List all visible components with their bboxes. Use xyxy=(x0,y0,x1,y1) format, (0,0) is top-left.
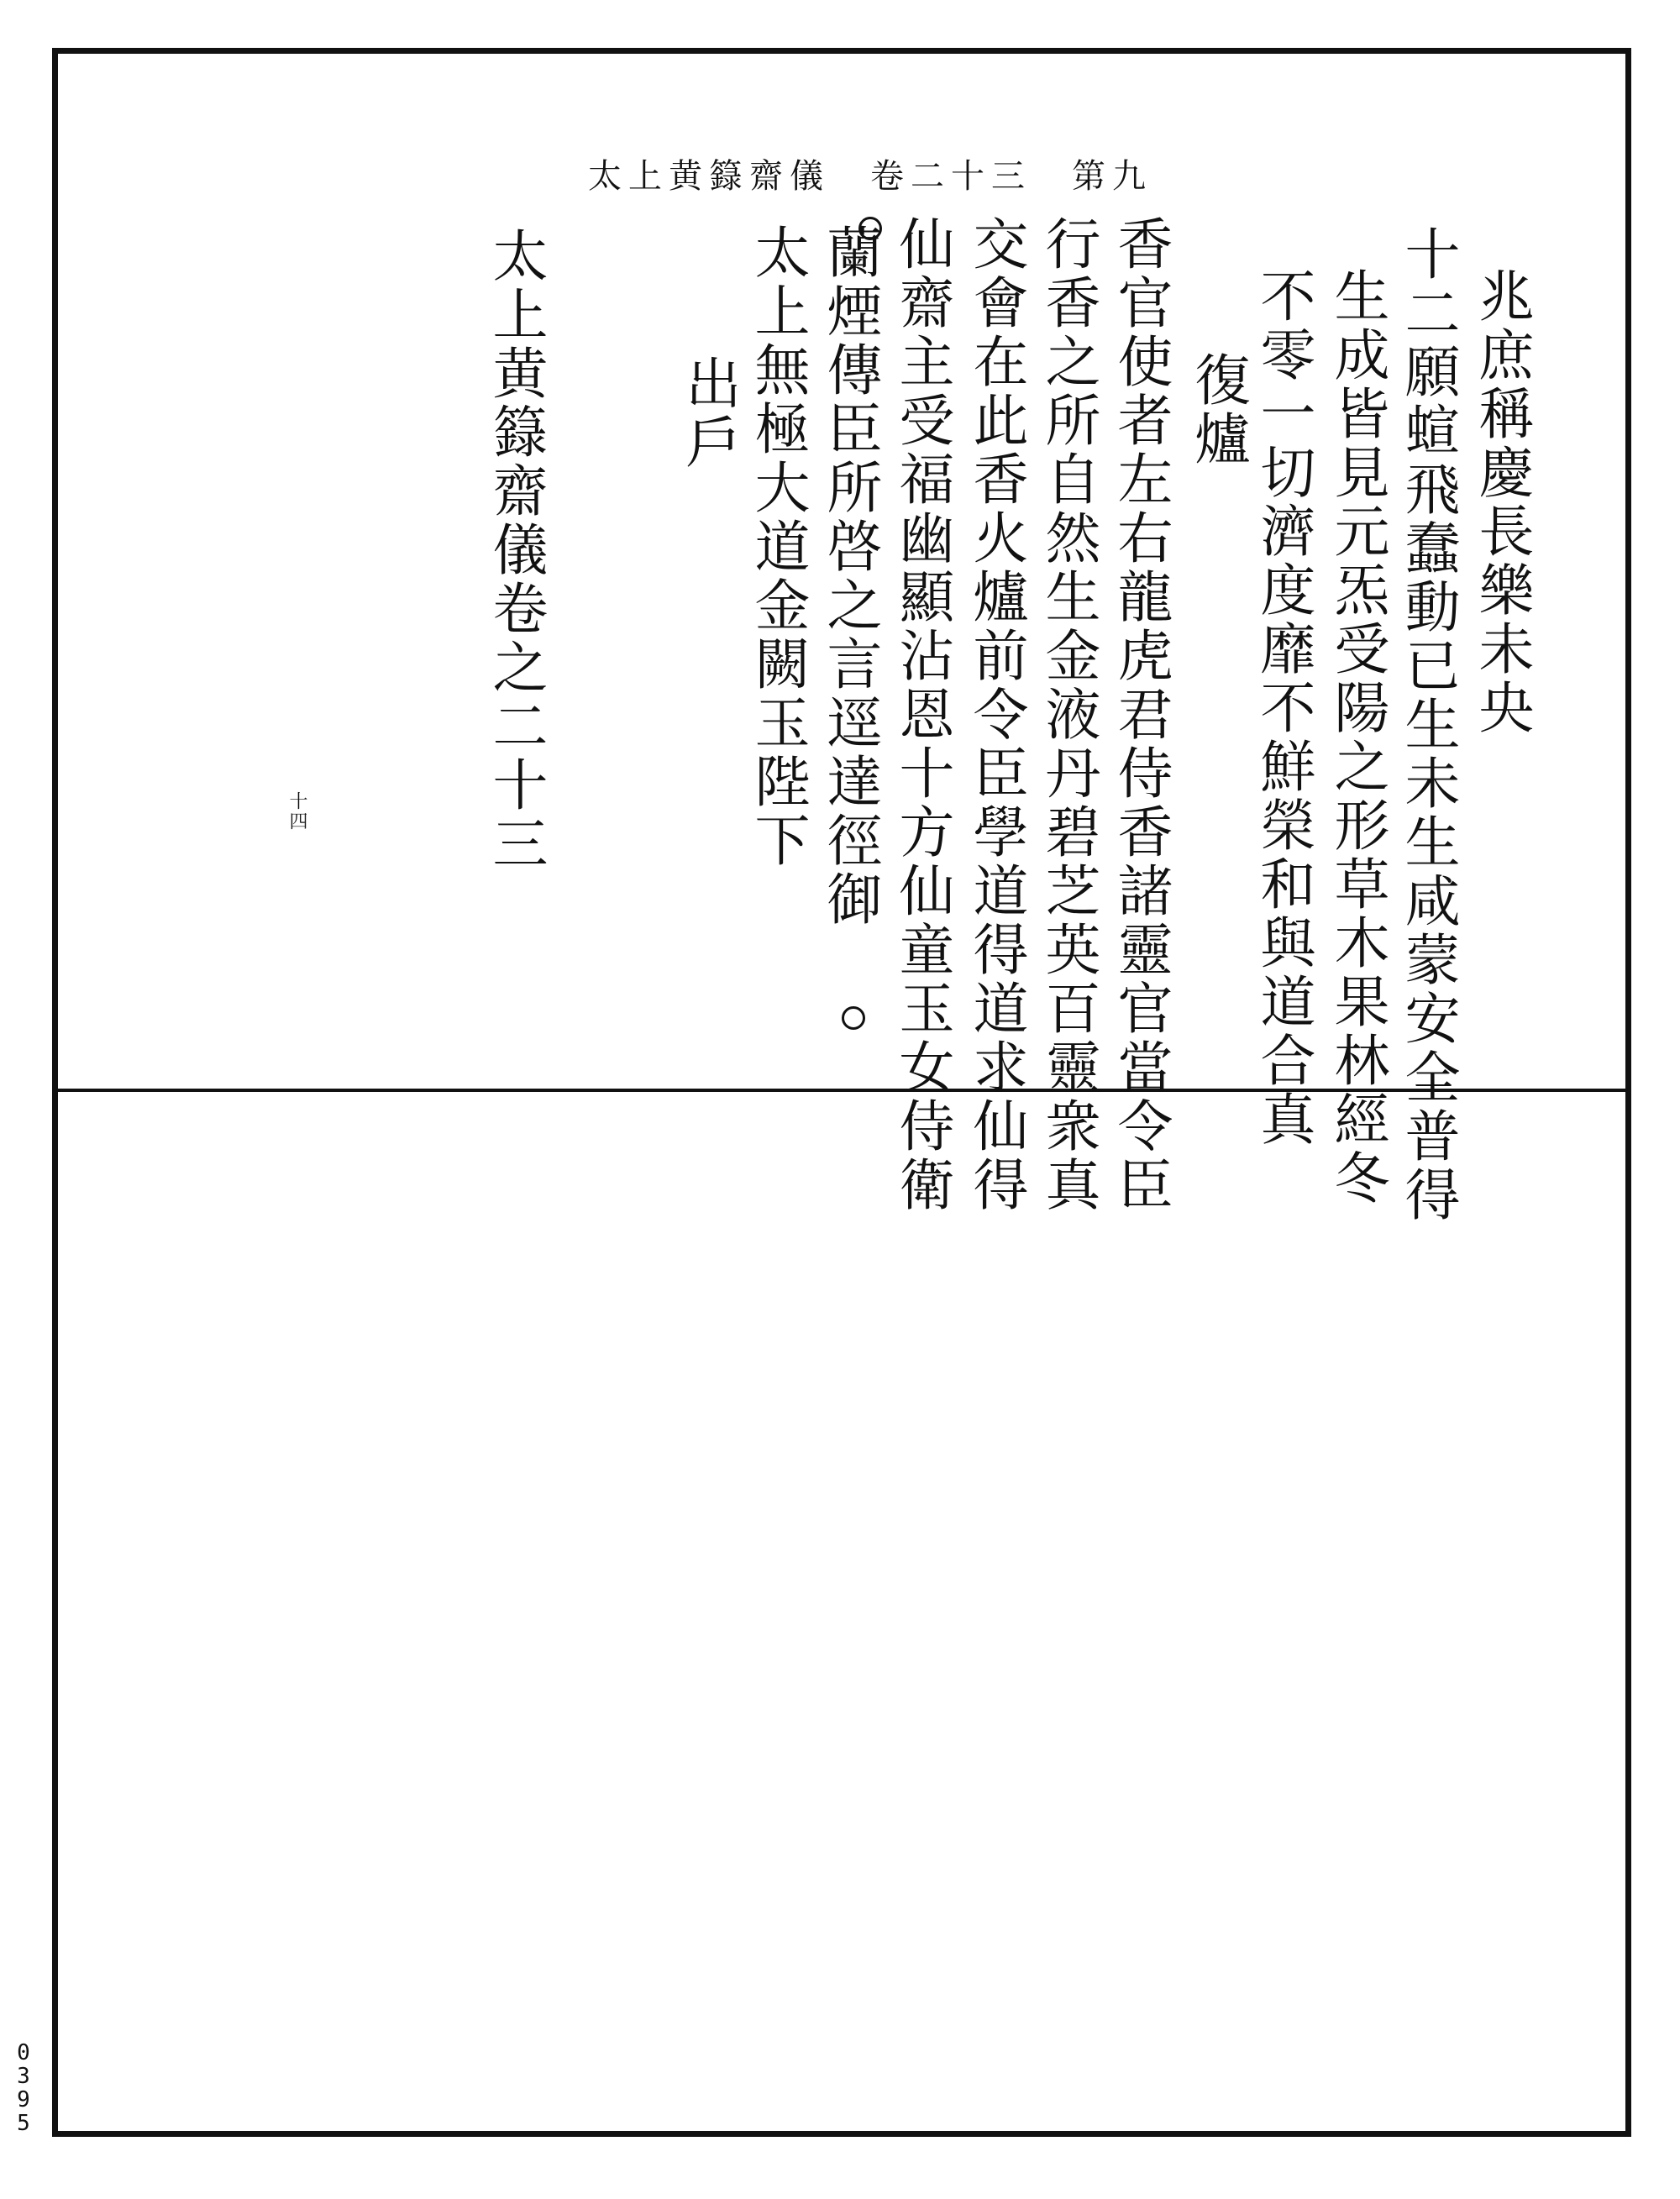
text-column-4: 不零一切濟度靡不鮮榮和與道合真 xyxy=(1251,267,1315,1149)
text-column-9: 仙齋主受福幽顯沾恩十方仙童玉女侍衛 xyxy=(890,215,954,1215)
text-column-2: 十二願蝖飛蠢動已生未生咸蒙安全普得 xyxy=(1395,225,1460,1225)
volume-end-title: 太上黄籙齋儀卷之二十三 xyxy=(483,227,548,874)
text-column-1: 兆庶稱慶長樂未央 xyxy=(1469,267,1534,737)
circle-mark-bottom xyxy=(842,1006,865,1030)
circle-mark-top xyxy=(858,217,882,240)
text-column-heading-chuhu: 出戶 xyxy=(676,354,741,472)
edge-page-number: 0 3 9 5 xyxy=(17,2040,30,2136)
text-column-7: 行香之所自然生金液丹碧芝英百靈衆真 xyxy=(1036,215,1100,1215)
text-column-heading-fulu: 復爐 xyxy=(1185,351,1250,469)
text-column-6: 香官使者左右龍虎君侍香諸靈官當令臣 xyxy=(1108,215,1173,1215)
page-divider xyxy=(52,1089,1631,1092)
page-marker: 十四 xyxy=(286,791,307,832)
text-column-11: 太上無極大道金闕玉陛下 xyxy=(745,223,810,870)
text-column-8: 交會在此香火爐前令臣學道得道求仙得 xyxy=(963,215,1028,1215)
running-header: 太上黄籙齋儀 卷二十三 第九 xyxy=(588,157,1152,196)
text-column-10: 蘭煙傳臣所啓之言逕達徑御 xyxy=(817,223,882,929)
text-column-3: 生成皆見元炁受陽之形草木果林經冬 xyxy=(1325,267,1389,1208)
